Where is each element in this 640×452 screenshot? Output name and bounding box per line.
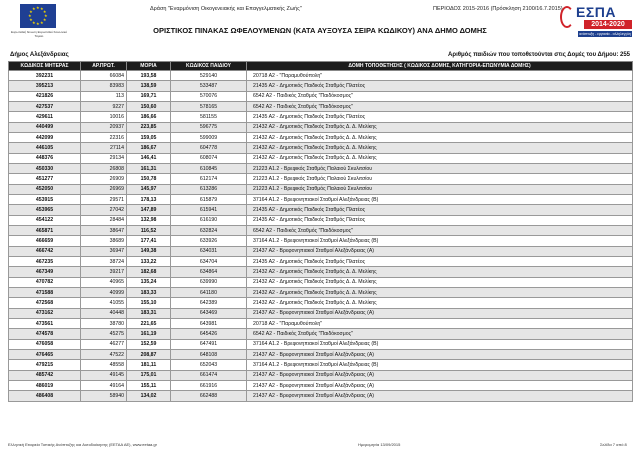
cell-structure: 21435 A2 - Δημοτικός Παιδικός Σταθμός Πλατέος bbox=[247, 205, 633, 215]
cell-child-code: 661474 bbox=[171, 370, 247, 380]
cell-protocol: 40999 bbox=[81, 287, 127, 297]
cell-points: 178,13 bbox=[127, 194, 171, 204]
cell-mother-code: 448376 bbox=[9, 153, 81, 163]
cell-mother-code: 395213 bbox=[9, 81, 81, 91]
cell-protocol: 28484 bbox=[81, 215, 127, 225]
cell-child-code: 632824 bbox=[171, 225, 247, 235]
footer-date: Ημερομηνία 13/09/2015 bbox=[358, 442, 401, 447]
espa-swirl-icon bbox=[560, 6, 574, 28]
table-row bbox=[9, 298, 633, 308]
cell-mother-code: 476465 bbox=[9, 349, 81, 359]
cell-child-code: 578165 bbox=[171, 101, 247, 111]
table-row bbox=[9, 194, 633, 204]
cell-structure: 21435 A2 - Δημοτικός Παιδικός Σταθμός Πλατέος bbox=[247, 256, 633, 266]
cell-points: 138,59 bbox=[127, 81, 171, 91]
table-row bbox=[9, 318, 633, 328]
table-row bbox=[9, 360, 633, 370]
cell-structure: 6542 A2 - Παιδικός Σταθμός "Παιδόκοσμος" bbox=[247, 225, 633, 235]
cell-mother-code: 473561 bbox=[9, 318, 81, 328]
table-row bbox=[9, 287, 633, 297]
cell-structure: 20718 A2 - "Παραμυθούπολη" bbox=[247, 318, 633, 328]
cell-child-code: 529140 bbox=[171, 71, 247, 81]
cell-protocol: 10016 bbox=[81, 112, 127, 122]
cell-structure: 20718 A2 - "Παραμυθούπολη" bbox=[247, 71, 633, 81]
table-row bbox=[9, 112, 633, 122]
column-header-child-code: ΚΩΔΙΚΟΣ ΠΑΙΔΙΟΥ bbox=[171, 62, 247, 71]
cell-protocol: 40965 bbox=[81, 277, 127, 287]
cell-protocol: 66084 bbox=[81, 71, 127, 81]
cell-structure: 21432 A2 - Δημοτικός Παιδικός Σταθμός Δ. Δ. Μελίκης bbox=[247, 267, 633, 277]
cell-child-code: 634031 bbox=[171, 246, 247, 256]
column-header-points: ΜΟΡΙΑ bbox=[127, 62, 171, 71]
table-row bbox=[9, 267, 633, 277]
cell-child-code: 648108 bbox=[171, 349, 247, 359]
table-row bbox=[9, 256, 633, 266]
cell-structure: 37164 A1.2 - Βρεφονηπιακοί Σταθμοί Αλεξάνδρειας (Β) bbox=[247, 360, 633, 370]
cell-protocol: 26969 bbox=[81, 184, 127, 194]
table-row bbox=[9, 71, 633, 81]
cell-child-code: 661916 bbox=[171, 380, 247, 390]
cell-points: 161,31 bbox=[127, 163, 171, 173]
cell-child-code: 647491 bbox=[171, 339, 247, 349]
cell-structure: 21223 A1.2 - Βρεφικός Σταθμός Παλαιού Σκυλιτσίου bbox=[247, 184, 633, 194]
cell-mother-code: 467349 bbox=[9, 267, 81, 277]
cell-mother-code: 474578 bbox=[9, 329, 81, 339]
cell-points: 155,10 bbox=[127, 298, 171, 308]
cell-structure: 21437 A2 - Βρεφονηπιακοί Σταθμοί Αλεξάνδρειας (Α) bbox=[247, 246, 633, 256]
table-row bbox=[9, 101, 633, 111]
cell-mother-code: 470782 bbox=[9, 277, 81, 287]
espa-logo-slogan: ανάπτυξη - εργασία - αλληλεγγύη bbox=[579, 32, 631, 36]
meta-row bbox=[8, 51, 632, 60]
eu-star-icon: ★ bbox=[32, 19, 36, 25]
eu-caption: Ευρωπαϊκή Ένωση Ευρωπαϊκό Κοινωνικό Ταμείο bbox=[10, 30, 68, 38]
cell-points: 223,85 bbox=[127, 122, 171, 132]
cell-child-code: 599009 bbox=[171, 132, 247, 142]
cell-structure: 21435 A2 - Δημοτικός Παιδικός Σταθμός Πλατέος bbox=[247, 112, 633, 122]
cell-points: 183,33 bbox=[127, 287, 171, 297]
cell-points: 169,71 bbox=[127, 91, 171, 101]
cell-protocol: 45275 bbox=[81, 329, 127, 339]
cell-points: 116,52 bbox=[127, 225, 171, 235]
cell-points: 133,22 bbox=[127, 256, 171, 266]
cell-mother-code: 392231 bbox=[9, 71, 81, 81]
cell-mother-code: 472568 bbox=[9, 298, 81, 308]
footer-organization: Ελληνική Εταιρεία Τοπικής Ανάπτυξης και Αυτοδιοίκησης (ΕΕΤΑΑ ΑΕ), www.eetaa.gr bbox=[8, 442, 157, 447]
table-row bbox=[9, 236, 633, 246]
cell-protocol: 40448 bbox=[81, 308, 127, 318]
espa-logo-word: ΕΣΠΑ bbox=[576, 4, 616, 20]
cell-protocol: 47522 bbox=[81, 349, 127, 359]
cell-structure: 21223 A1.2 - Βρεφικός Σταθμός Παλαιού Σκυλιτσίου bbox=[247, 163, 633, 173]
cell-structure: 21435 A2 - Δημοτικός Παιδικός Σταθμός Πλατέος bbox=[247, 215, 633, 225]
cell-protocol: 39217 bbox=[81, 267, 127, 277]
cell-mother-code: 453915 bbox=[9, 194, 81, 204]
cell-child-code: 581155 bbox=[171, 112, 247, 122]
cell-points: 175,01 bbox=[127, 370, 171, 380]
cell-mother-code: 452050 bbox=[9, 184, 81, 194]
table-row bbox=[9, 380, 633, 390]
cell-mother-code: 429611 bbox=[9, 112, 81, 122]
cell-mother-code: 476058 bbox=[9, 339, 81, 349]
cell-protocol: 48558 bbox=[81, 360, 127, 370]
cell-child-code: 634704 bbox=[171, 256, 247, 266]
cell-mother-code: 440499 bbox=[9, 122, 81, 132]
espa-logo-years: 2014-2020 bbox=[584, 20, 632, 29]
cell-mother-code: 466659 bbox=[9, 236, 81, 246]
cell-child-code: 533487 bbox=[171, 81, 247, 91]
cell-child-code: 604778 bbox=[171, 143, 247, 153]
cell-mother-code: 471588 bbox=[9, 287, 81, 297]
cell-protocol: 41055 bbox=[81, 298, 127, 308]
cell-mother-code: 473162 bbox=[9, 308, 81, 318]
cell-protocol: 38689 bbox=[81, 236, 127, 246]
cell-protocol: 27114 bbox=[81, 143, 127, 153]
table-row bbox=[9, 391, 633, 401]
eu-star-icon: ★ bbox=[28, 13, 32, 18]
cell-points: 135,24 bbox=[127, 277, 171, 287]
cell-points: 146,41 bbox=[127, 153, 171, 163]
cell-structure: 21437 A2 - Βρεφονηπιακοί Σταθμοί Αλεξάνδρειας (Α) bbox=[247, 370, 633, 380]
cell-points: 177,41 bbox=[127, 236, 171, 246]
cell-child-code: 641180 bbox=[171, 287, 247, 297]
cell-protocol: 38647 bbox=[81, 225, 127, 235]
cell-protocol: 36947 bbox=[81, 246, 127, 256]
cell-protocol: 27042 bbox=[81, 205, 127, 215]
cell-points: 161,19 bbox=[127, 329, 171, 339]
table-row bbox=[9, 308, 633, 318]
column-header-structure: ΔΟΜΗ ΤΟΠΟΘΕΤΗΣΗΣ ( ΚΩΔΙΚΟΣ ΔΟΜΗΣ, ΚΑΤΗΓΟΡΙΑ-ΕΠΩΝΥΜΙΑ ΔΟΜΗΣ) bbox=[247, 62, 633, 71]
period-info: ΠΕΡΙΟΔΟΣ 2015-2016 (Πρόσκληση 2100/16.7.2015) bbox=[433, 6, 563, 12]
eu-star-icon: ★ bbox=[36, 21, 40, 26]
eu-star-icon: ★ bbox=[42, 17, 47, 22]
column-header-mother-code: ΚΩΔΙΚΟΣ ΜΗΤΕΡΑΣ bbox=[9, 62, 81, 71]
cell-child-code: 634864 bbox=[171, 267, 247, 277]
cell-protocol: 113 bbox=[81, 91, 127, 101]
cell-protocol: 20937 bbox=[81, 122, 127, 132]
cell-structure: 21432 A2 - Δημοτικός Παιδικός Σταθμός Δ. Δ. Μελίκης bbox=[247, 287, 633, 297]
cell-protocol: 49145 bbox=[81, 370, 127, 380]
cell-points: 155,11 bbox=[127, 380, 171, 390]
program-name: Δράση "Εναρμόνιση Οικογενειακής και Επαγγελματικής Ζωής" bbox=[150, 6, 302, 12]
cell-protocol: 29571 bbox=[81, 194, 127, 204]
cell-points: 208,87 bbox=[127, 349, 171, 359]
cell-points: 181,11 bbox=[127, 360, 171, 370]
cell-points: 186,66 bbox=[127, 112, 171, 122]
table-row bbox=[9, 225, 633, 235]
cell-child-code: 642389 bbox=[171, 298, 247, 308]
table-row bbox=[9, 339, 633, 349]
cell-points: 150,78 bbox=[127, 174, 171, 184]
cell-mother-code: 451277 bbox=[9, 174, 81, 184]
page-title: ΟΡΙΣΤΙΚΟΣ ΠΙΝΑΚΑΣ ΩΦΕΛΟΥΜΕΝΩΝ (ΚΑΤΑ ΑΥΞΟΥΣΑ ΣΕΙΡΑ ΚΩΔΙΚΟΥ) ΑΝΑ ΔΗΜΟ ΔΟΜΗΣ bbox=[153, 26, 487, 35]
table-header-row bbox=[9, 62, 633, 71]
cell-mother-code: 485742 bbox=[9, 370, 81, 380]
municipality-name: Δήμος Αλεξάνδρειας bbox=[10, 52, 69, 58]
cell-child-code: 615879 bbox=[171, 194, 247, 204]
table-row bbox=[9, 153, 633, 163]
cell-mother-code: 421826 bbox=[9, 91, 81, 101]
column-header-protocol: ΑΡ.ΠΡΩΤ. bbox=[81, 62, 127, 71]
table-row bbox=[9, 174, 633, 184]
cell-mother-code: 467235 bbox=[9, 256, 81, 266]
cell-points: 149,38 bbox=[127, 246, 171, 256]
cell-structure: 6542 A2 - Παιδικός Σταθμός "Παιδόκοσμος" bbox=[247, 101, 633, 111]
cell-mother-code: 454122 bbox=[9, 215, 81, 225]
cell-points: 152,59 bbox=[127, 339, 171, 349]
table-row bbox=[9, 370, 633, 380]
cell-child-code: 643469 bbox=[171, 308, 247, 318]
cell-points: 186,67 bbox=[127, 143, 171, 153]
eu-flag-logo bbox=[20, 4, 56, 28]
eu-star-icon: ★ bbox=[42, 9, 47, 14]
cell-mother-code: 486408 bbox=[9, 391, 81, 401]
cell-points: 147,89 bbox=[127, 205, 171, 215]
cell-child-code: 613286 bbox=[171, 184, 247, 194]
cell-points: 134,02 bbox=[127, 391, 171, 401]
cell-structure: 6542 A2 - Παιδικός Σταθμός "Παιδόκοσμος" bbox=[247, 329, 633, 339]
cell-structure: 21437 A2 - Βρεφονηπιακοί Σταθμοί Αλεξάνδρειας (Α) bbox=[247, 380, 633, 390]
cell-points: 193,58 bbox=[127, 71, 171, 81]
cell-protocol: 26808 bbox=[81, 163, 127, 173]
eu-star-icon: ★ bbox=[40, 19, 44, 25]
table-row bbox=[9, 329, 633, 339]
cell-points: 159,05 bbox=[127, 132, 171, 142]
cell-child-code: 616190 bbox=[171, 215, 247, 225]
eu-star-icon: ★ bbox=[32, 6, 36, 12]
eu-star-icon: ★ bbox=[36, 5, 40, 10]
cell-points: 150,60 bbox=[127, 101, 171, 111]
cell-protocol: 22316 bbox=[81, 132, 127, 142]
cell-structure: 21432 A2 - Δημοτικός Παιδικός Σταθμός Δ. Δ. Μελίκης bbox=[247, 298, 633, 308]
cell-mother-code: 442099 bbox=[9, 132, 81, 142]
cell-structure: 37164 A1.2 - Βρεφονηπιακοί Σταθμοί Αλεξάνδρειας (Β) bbox=[247, 339, 633, 349]
cell-mother-code: 427537 bbox=[9, 101, 81, 111]
beneficiaries-table bbox=[8, 61, 633, 402]
cell-structure: 37164 A1.2 - Βρεφονηπιακοί Σταθμοί Αλεξάνδρειας (Β) bbox=[247, 194, 633, 204]
cell-child-code: 608074 bbox=[171, 153, 247, 163]
cell-points: 145,97 bbox=[127, 184, 171, 194]
table-row bbox=[9, 91, 633, 101]
cell-protocol: 9227 bbox=[81, 101, 127, 111]
placed-count: Αριθμός παιδιών που τοποθετούνται στις Δομές του Δήμου: 255 bbox=[448, 52, 630, 58]
cell-child-code: 643981 bbox=[171, 318, 247, 328]
cell-mother-code: 479215 bbox=[9, 360, 81, 370]
cell-child-code: 570076 bbox=[171, 91, 247, 101]
cell-child-code: 633926 bbox=[171, 236, 247, 246]
cell-mother-code: 466742 bbox=[9, 246, 81, 256]
cell-protocol: 58940 bbox=[81, 391, 127, 401]
cell-protocol: 38724 bbox=[81, 256, 127, 266]
footer-page-number: Σελίδα 7 από 8 bbox=[600, 442, 627, 447]
cell-structure: 21432 A2 - Δημοτικός Παιδικός Σταθμός Δ. Δ. Μελίκης bbox=[247, 153, 633, 163]
cell-structure: 21437 A2 - Βρεφονηπιακοί Σταθμοί Αλεξάνδρειας (Α) bbox=[247, 349, 633, 359]
table-row bbox=[9, 132, 633, 142]
table-row bbox=[9, 184, 633, 194]
cell-protocol: 26909 bbox=[81, 174, 127, 184]
cell-child-code: 652043 bbox=[171, 360, 247, 370]
cell-points: 182,68 bbox=[127, 267, 171, 277]
cell-structure: 37164 A1.2 - Βρεφονηπιακοί Σταθμοί Αλεξάνδρειας (Β) bbox=[247, 236, 633, 246]
cell-structure: 21432 A2 - Δημοτικός Παιδικός Σταθμός Δ. Δ. Μελίκης bbox=[247, 132, 633, 142]
table-row bbox=[9, 205, 633, 215]
cell-protocol: 46277 bbox=[81, 339, 127, 349]
table-row bbox=[9, 81, 633, 91]
cell-structure: 21435 A2 - Δημοτικός Παιδικός Σταθμός Πλατέος bbox=[247, 81, 633, 91]
cell-points: 183,31 bbox=[127, 308, 171, 318]
cell-structure: 21432 A2 - Δημοτικός Παιδικός Σταθμός Δ. Δ. Μελίκης bbox=[247, 277, 633, 287]
table-row bbox=[9, 246, 633, 256]
cell-points: 132,98 bbox=[127, 215, 171, 225]
cell-structure: 6542 A2 - Παιδικός Σταθμός "Παιδόκοσμος" bbox=[247, 91, 633, 101]
eu-star-icon: ★ bbox=[29, 17, 33, 22]
table-row bbox=[9, 163, 633, 173]
cell-protocol: 38780 bbox=[81, 318, 127, 328]
cell-mother-code: 450330 bbox=[9, 163, 81, 173]
eu-star-icon: ★ bbox=[40, 6, 44, 12]
cell-mother-code: 486019 bbox=[9, 380, 81, 390]
cell-structure: 21437 A2 - Βρεφονηπιακοί Σταθμοί Αλεξάνδρειας (Α) bbox=[247, 308, 633, 318]
cell-child-code: 662488 bbox=[171, 391, 247, 401]
cell-mother-code: 446105 bbox=[9, 143, 81, 153]
cell-protocol: 29134 bbox=[81, 153, 127, 163]
cell-structure: 21223 A1.2 - Βρεφικός Σταθμός Παλαιού Σκυλιτσίου bbox=[247, 174, 633, 184]
cell-protocol: 83983 bbox=[81, 81, 127, 91]
cell-structure: 21437 A2 - Βρεφονηπιακοί Σταθμοί Αλεξάνδρειας (Α) bbox=[247, 391, 633, 401]
cell-mother-code: 453965 bbox=[9, 205, 81, 215]
table-row bbox=[9, 277, 633, 287]
table-row bbox=[9, 143, 633, 153]
table-row bbox=[9, 215, 633, 225]
cell-protocol: 49164 bbox=[81, 380, 127, 390]
table-row bbox=[9, 349, 633, 359]
cell-structure: 21432 A2 - Δημοτικός Παιδικός Σταθμός Δ. Δ. Μελίκης bbox=[247, 143, 633, 153]
table-row bbox=[9, 122, 633, 132]
cell-points: 221,65 bbox=[127, 318, 171, 328]
eu-star-icon: ★ bbox=[44, 13, 48, 18]
cell-child-code: 610845 bbox=[171, 163, 247, 173]
cell-child-code: 639990 bbox=[171, 277, 247, 287]
cell-child-code: 615941 bbox=[171, 205, 247, 215]
cell-child-code: 596775 bbox=[171, 122, 247, 132]
cell-child-code: 612174 bbox=[171, 174, 247, 184]
eu-star-icon: ★ bbox=[29, 9, 33, 14]
cell-mother-code: 465871 bbox=[9, 225, 81, 235]
cell-child-code: 645426 bbox=[171, 329, 247, 339]
cell-structure: 21432 A2 - Δημοτικός Παιδικός Σταθμός Δ. Δ. Μελίκης bbox=[247, 122, 633, 132]
